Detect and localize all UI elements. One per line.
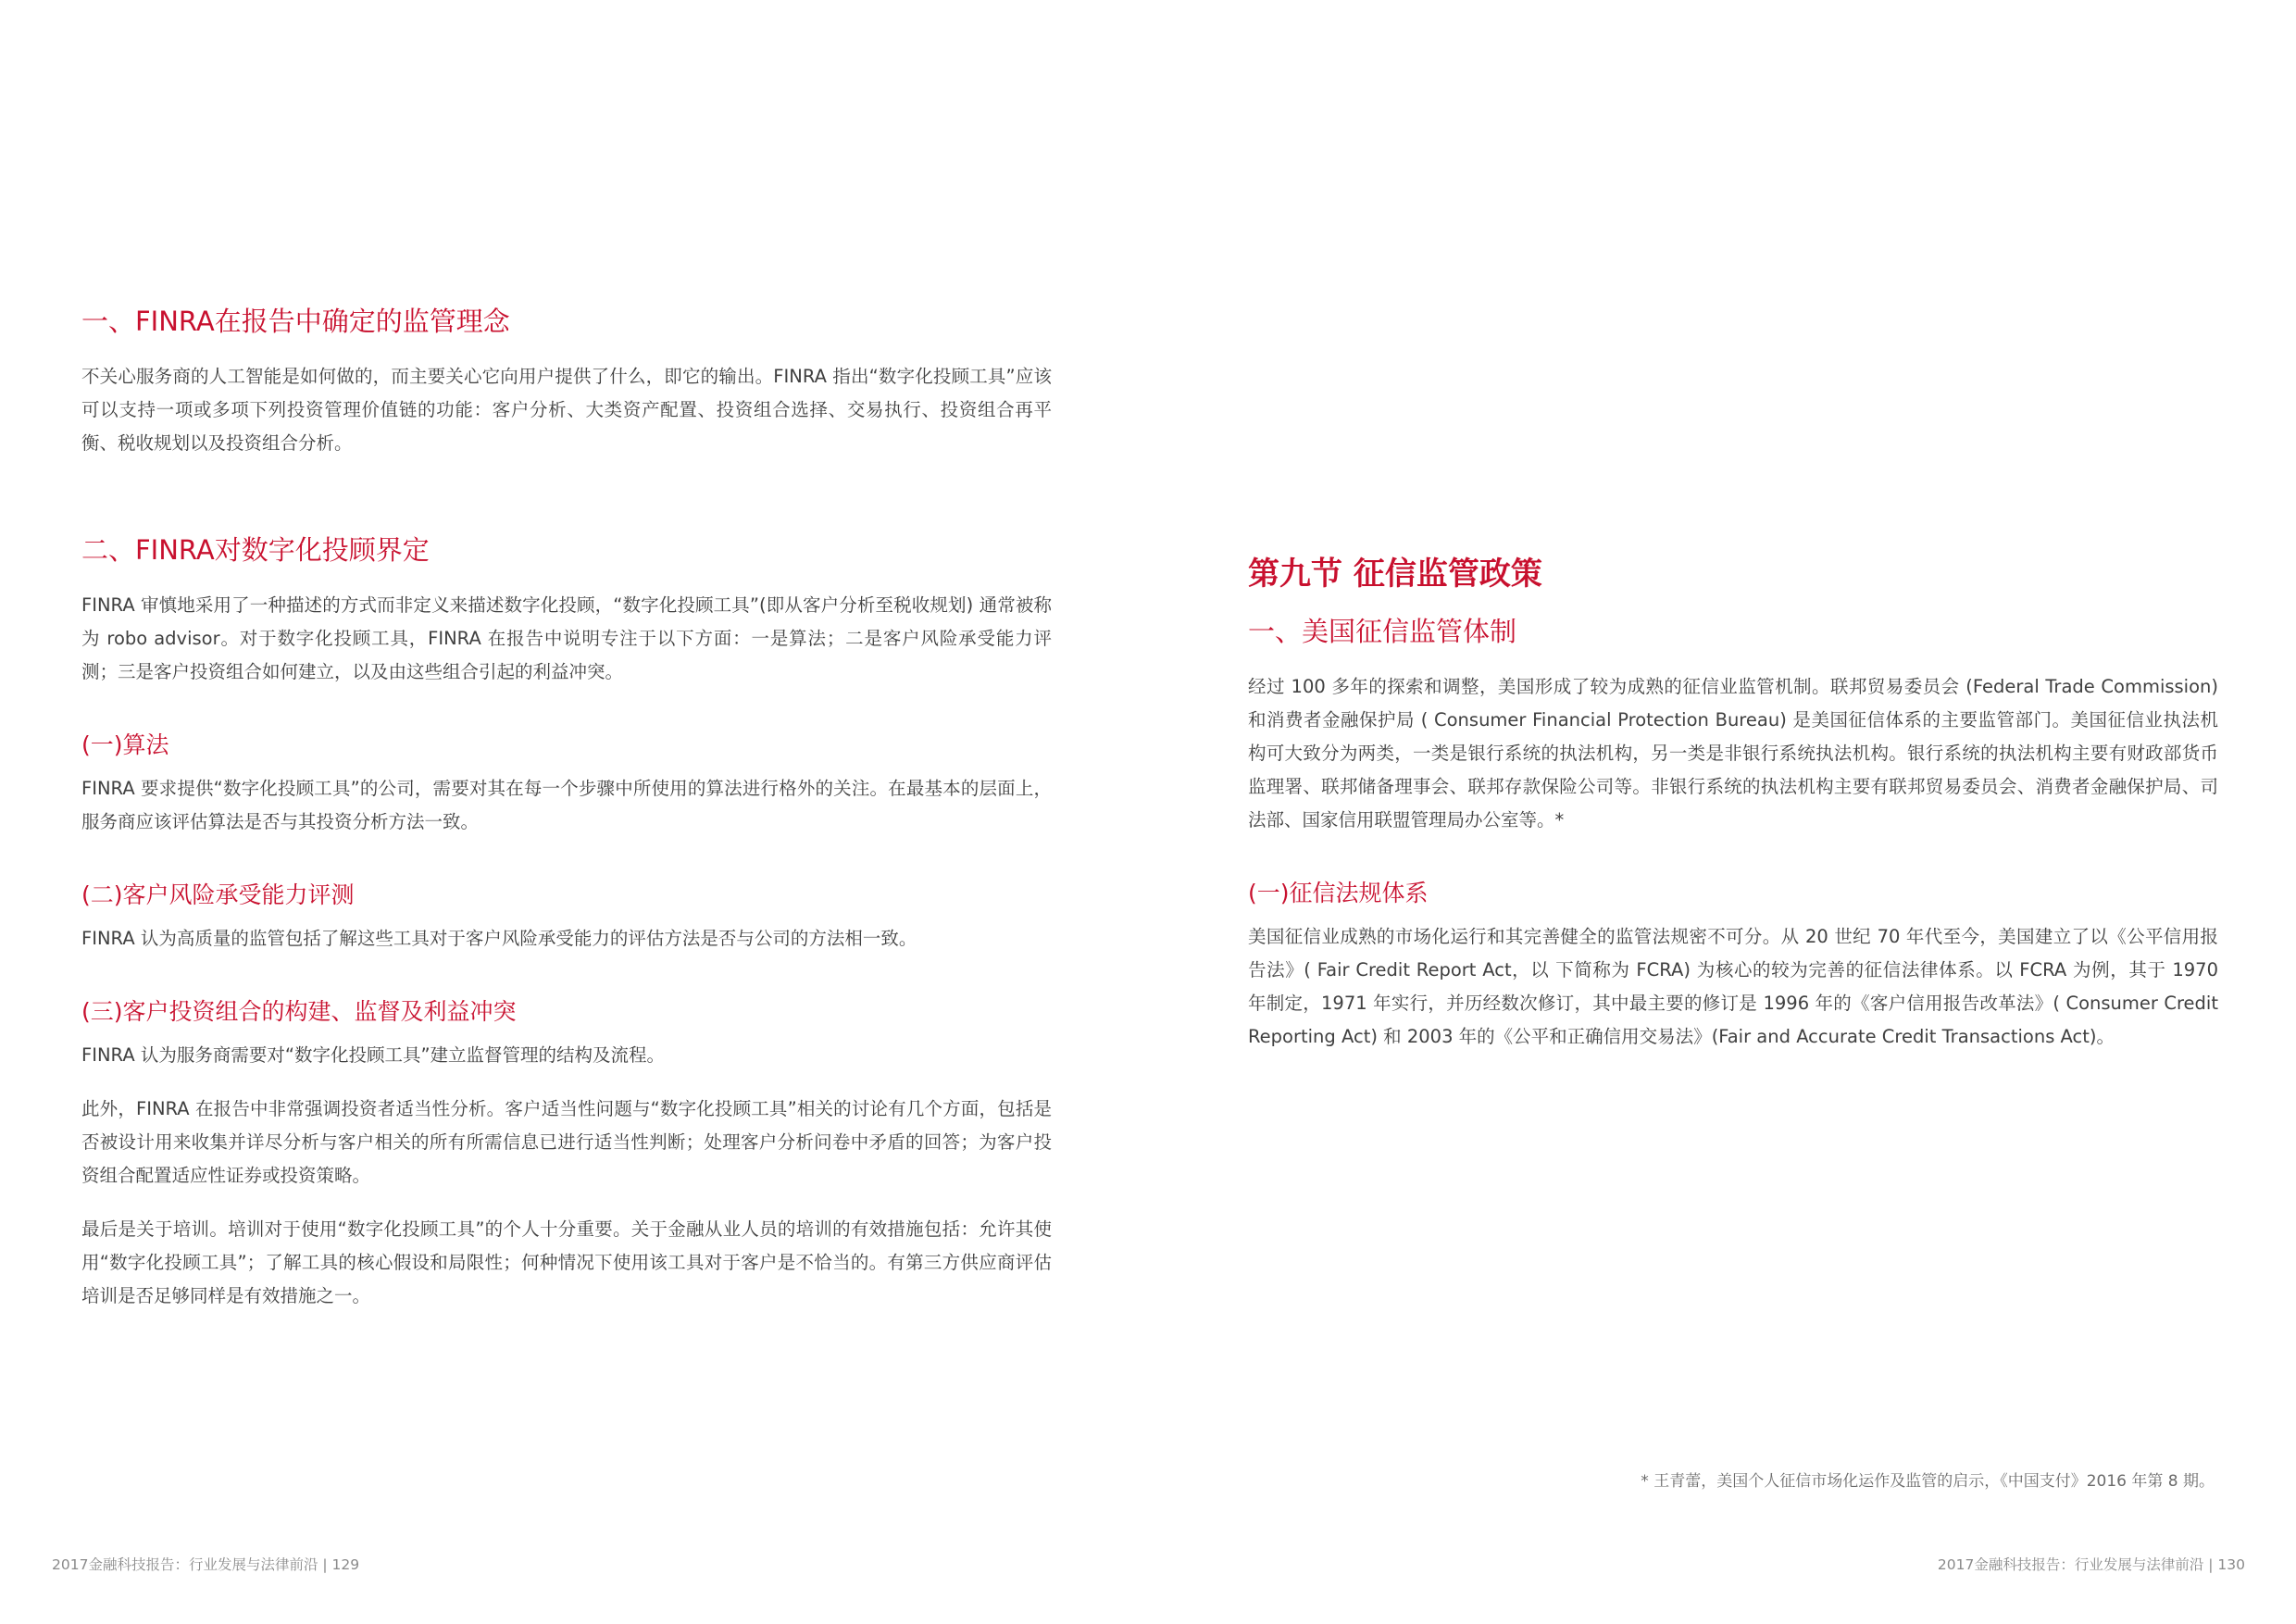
spacer xyxy=(81,1072,1052,1093)
spacer xyxy=(81,1193,1052,1213)
paragraph: FINRA 要求提供“数字化投顾工具”的公司，需要对其在每一个步骤中所使用的算法进行格外的关注。在最基本的层面上，服务商应该评估算法是否与其投资分析方法一致。 xyxy=(81,777,1052,832)
paragraph: 最后是关于培训。培训对于使用“数字化投顾工具”的个人十分重要。关于金融从业人员的培训的有效措施包括：允许其使用“数字化投顾工具”；了解工具的核心假设和局限性；何种情况下使用该工具对于客户是不恰当的。有第三方供应商评估培训是否足够同样是有效措施之一。 xyxy=(81,1218,1052,1306)
paragraph: 美国征信业成熟的市场化运行和其完善健全的监管法规密不可分。从 20 世纪 70 年代至今，美国建立了以《公平信用报告法》( Fair Credit Report Act，以 下简称为 FCRA) 为核心的较为完善的征信法律体系。以 FCRA 为例，其于 1970 年制定，1971 年实行，并历经数次修订，其中最主要的修订是 1996 年的《客户信用报告改革法》( Consumer Credit Reporting Act) 和 2003 年的《公平和正确信用交易法》(Fair and Accurate Credit Transactions Act)。 xyxy=(1248,925,2218,1047)
subsection-title-portfolio: (三)客户投资组合的构建、监督及利益冲突 xyxy=(81,997,517,1025)
spacer xyxy=(81,689,1052,731)
paragraph: FINRA 认为高质量的监管包括了解这些工具对于客户风险承受能力的评估方法是否与公司的方法相一致。 xyxy=(81,927,917,949)
subsection-title-risk-assessment: (二)客户风险承受能力评测 xyxy=(81,881,355,908)
footnote: * 王青蕾，美国个人征信市场化运作及监管的启示，《中国支付》2016 年第 8 期。 xyxy=(1641,1472,2215,1491)
right-page xyxy=(1148,0,2296,1624)
paragraph: FINRA 认为服务商需要对“数字化投顾工具”建立监督管理的结构及流程。 xyxy=(81,1043,666,1066)
paragraph: FINRA 审慎地采用了一种描述的方式而非定义来描述数字化投顾，“数字化投顾工具”(即从客户分析至税收规划) 通常被称为 robo advisor。对于数字化投顾工具，FINRA 在报告中说明专注于以下方面：一是算法；二是客户风险承受能力评测；三是客户投资组合如何建立，以及由这些组合引起的利益冲突。 xyxy=(81,593,1052,682)
paragraph: 此外，FINRA 在报告中非常强调投资者适当性分析。客户适当性问题与“数字化投顾工具”相关的讨论有几个方面，包括是否被设计用来收集并详尽分析与客户相关的所有所需信息已进行适当性判断；处理客户分析问卷中矛盾的回答；为客户投资组合配置适应性证券或投资策略。 xyxy=(81,1097,1052,1186)
spacer xyxy=(81,839,1052,881)
page-footer-right: 2017金融科技报告：行业发展与法律前沿 | 130 xyxy=(1937,1556,2245,1573)
spacer xyxy=(81,460,1052,534)
paragraph: 经过 100 多年的探索和调整，美国形成了较为成熟的征信业监管机制。联邦贸易委员会 (Federal Trade Commission) 和消费者金融保护局 ( Consumer Financial Protection Bureau) 是美国征信体系的主要监管部门。美国征信业执法机构可大致分为两类，一类是银行系统的执法机构，另一类是非银行系统执法机构。银行系统的执法机构主要有财政部货币监理署、联邦储备理事会、联邦存款保险公司等。非银行系统的执法机构主要有联邦贸易委员会、消费者金融保护局、司法部、国家信用联盟管理局办公室等。* xyxy=(1248,675,2218,831)
subsection-title-credit-law: (一)征信法规体系 xyxy=(1248,879,1429,906)
subsection-title-algorithm: (一)算法 xyxy=(81,731,169,758)
paragraph: 不关心服务商的人工智能是如何做的，而主要关心它向用户提供了什么，即它的输出。FINRA 指出“数字化投顾工具”应该可以支持一项或多项下列投资管理价值链的功能：客户分析、大类资产配置、投资组合选择、交易执行、投资组合再平衡、税收规划以及投资组合分析。 xyxy=(81,365,1052,454)
spacer xyxy=(81,956,1052,998)
section-title-finra-philosophy: 一、FINRA在报告中确定的监管理念 xyxy=(81,306,510,337)
section-title-us-credit-regulation: 一、美国征信监管体制 xyxy=(1248,615,1517,647)
left-column xyxy=(81,306,1052,1313)
section-title-finra-definition: 二、FINRA对数字化投顾界定 xyxy=(81,533,430,566)
page-footer-left: 2017金融科技报告：行业发展与法律前沿 | 129 xyxy=(52,1556,360,1573)
right-column xyxy=(1248,556,2218,1054)
spacer xyxy=(1248,837,2218,880)
chapter-title: 第九节 征信监管政策 xyxy=(1248,556,1542,593)
